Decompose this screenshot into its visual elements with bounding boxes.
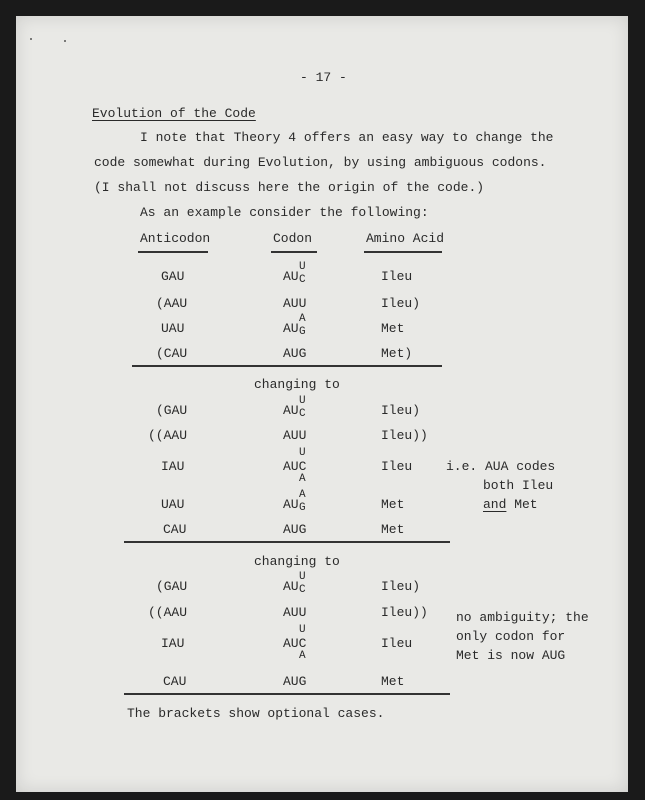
note-line: and Met (483, 497, 538, 512)
amino-acid-cell: Met (381, 321, 405, 336)
anticodon-cell: UAU (161, 321, 185, 336)
speck (64, 40, 66, 42)
codon-subscript: C (299, 408, 306, 420)
anticodon-cell: UAU (161, 497, 185, 512)
header-anticodon: Anticodon (140, 231, 211, 246)
header-underline (364, 251, 442, 253)
anticodon-cell: IAU (161, 636, 185, 651)
codon-bottom: A (299, 473, 306, 485)
paragraph-line: I note that Theory 4 offers an easy way to change the (140, 130, 554, 145)
codon-superscript: A (299, 489, 306, 501)
codon-superscript: A (299, 313, 306, 325)
codon-top: U (299, 447, 306, 459)
codon-cell: AU (283, 269, 299, 284)
amino-acid-cell: Ileu (381, 636, 413, 651)
amino-acid-cell: Met (381, 674, 405, 689)
header-codon: Codon (273, 231, 313, 246)
divider (124, 541, 450, 543)
codon-cell: AU (283, 403, 299, 418)
amino-acid-cell: Ileu) (381, 296, 421, 311)
amino-acid-cell: Ileu)) (381, 605, 428, 620)
codon-cell: AUG (283, 346, 307, 361)
anticodon-cell: CAU (163, 674, 187, 689)
header-underline (138, 251, 208, 253)
divider (124, 693, 450, 695)
codon-subscript: C (299, 274, 306, 286)
header-underline (271, 251, 317, 253)
anticodon-cell: (GAU (156, 579, 188, 594)
amino-acid-cell: Met (381, 522, 405, 537)
anticodon-cell: ((AAU (148, 428, 188, 443)
codon-top: U (299, 624, 306, 636)
codon-subscript: G (299, 502, 306, 514)
anticodon-cell: (GAU (156, 403, 188, 418)
paragraph-line: code somewhat during Evolution, by using ambiguous codons. (94, 155, 547, 170)
codon-cell: AUU (283, 296, 307, 311)
note-emphasis: and (483, 497, 507, 512)
paragraph-line: (I shall not discuss here the origin of the code.) (94, 180, 485, 195)
amino-acid-cell: Ileu)) (381, 428, 428, 443)
anticodon-cell: IAU (161, 459, 185, 474)
anticodon-cell: (AAU (156, 296, 188, 311)
codon-subscript: C (299, 584, 306, 596)
divider (132, 365, 442, 367)
codon-superscript: U (299, 261, 306, 273)
paragraph-line: As an example consider the following: (140, 205, 429, 220)
amino-acid-cell: Ileu (381, 459, 413, 474)
note-line: only codon for (456, 629, 566, 644)
codon-cell: AUU (283, 428, 307, 443)
amino-acid-cell: Ileu) (381, 579, 421, 594)
footer-note: The brackets show optional cases. (127, 706, 385, 721)
codon-superscript: U (299, 395, 306, 407)
page-number: - 17 - (300, 70, 347, 85)
codon-cell: AU (283, 321, 299, 336)
codon-subscript: G (299, 326, 306, 338)
codon-cell: AU (283, 579, 299, 594)
anticodon-cell: CAU (163, 522, 187, 537)
section-heading: Evolution of the Code (92, 106, 256, 121)
codon-cell: AUC (283, 459, 307, 474)
anticodon-cell: ((AAU (148, 605, 188, 620)
amino-acid-cell: Ileu) (381, 403, 421, 418)
document-page (16, 16, 628, 792)
codon-cell: AU (283, 497, 299, 512)
codon-cell: AUU (283, 605, 307, 620)
speck (30, 38, 32, 40)
amino-acid-cell: Ileu (381, 269, 413, 284)
amino-acid-cell: Met) (381, 346, 413, 361)
codon-cell: AUG (283, 522, 307, 537)
amino-acid-cell: Met (381, 497, 405, 512)
note-line: Met is now AUG (456, 648, 566, 663)
note-line: both Ileu (483, 478, 554, 493)
anticodon-cell: (CAU (156, 346, 188, 361)
header-amino-acid: Amino Acid (366, 231, 445, 246)
codon-cell: AUG (283, 674, 307, 689)
anticodon-cell: GAU (161, 269, 185, 284)
codon-cell: AUC (283, 636, 307, 651)
codon-bottom: A (299, 650, 306, 662)
note-line: i.e. AUA codes (446, 459, 556, 474)
note-line: no ambiguity; the (456, 610, 589, 625)
changing-to-label: changing to (254, 377, 340, 392)
codon-superscript: U (299, 571, 306, 583)
changing-to-label: changing to (254, 554, 340, 569)
